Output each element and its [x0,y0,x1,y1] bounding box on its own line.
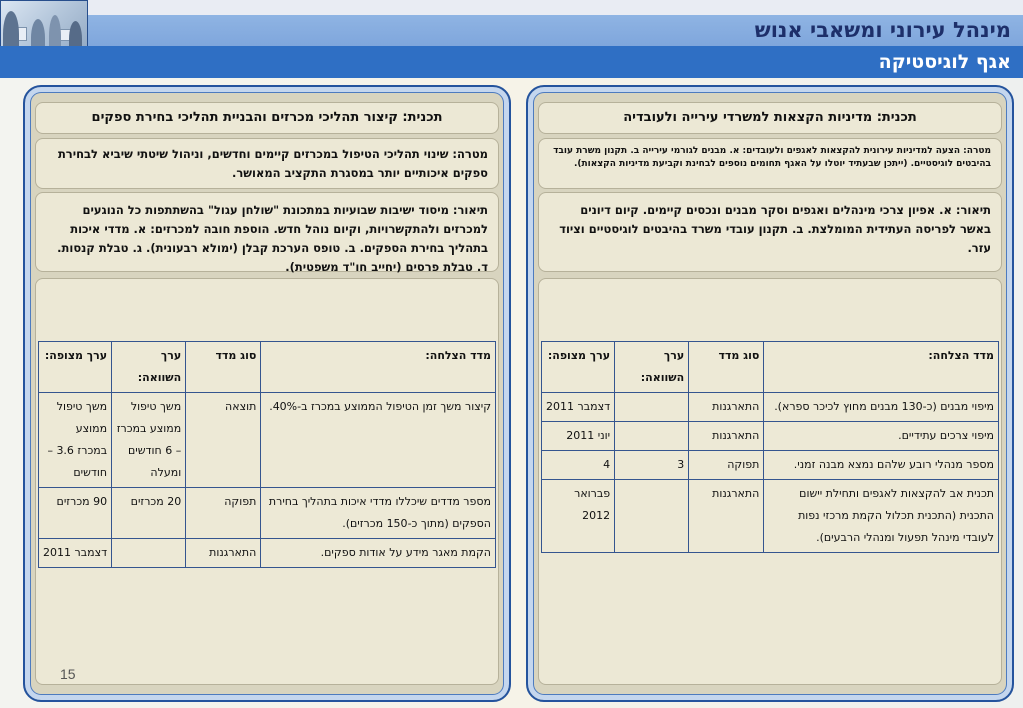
left-program-title: תכנית: קיצור תהליכי מכרזים והבניית תהליכי בחירת ספקים [35,102,499,134]
cell-type: התארגנות [689,393,764,422]
cell-compare [615,393,689,422]
cell-indicator: מספר מדדים שיכללו מדדי איכות בתהליך בחירת הספקים (מתוך כ-150 מכרזים). [261,488,496,539]
cell-expected: יוני 2011 [542,422,615,451]
cell-expected: פברואר 2012 [542,480,615,553]
cell-expected: דצמבר 2011 [39,539,112,568]
table-row [542,422,999,451]
header-band-bottom [0,46,1023,78]
header-type: סוג מדד [186,342,261,393]
left-program-description: תיאור: מיסוד ישיבות שבועיות במתכונת "שולחן עגול" בהשתתפות כל הנוגעים למכרזים ולהתקשרויות, וקיום נוהל חדש. הוספת חובה למכרזים: א. מדדי איכות בתהליך בחירת הספקים. ב. טופס הערכת קבלן (ימולא רבעונית). ג. טבלת קנסות. ד. טבלת פרסים (יחייב חו"ד משפטית). [35,192,499,272]
table-row [542,393,999,422]
cell-indicator: מיפוי צרכים עתידיים. [764,422,999,451]
header-expected: ערך מצופה: [542,342,615,393]
cell-indicator: הקמת מאגר מידע על אודות ספקים. [261,539,496,568]
table-row [39,539,496,568]
right-program-goal: מטרה: הצעה למדיניות עירונית להקצאות לאגפים ולעובדים: א. מבנים לגורמי עירייה ב. תקנון משרת עובד בהיבטים לוגיסטיים. (ייתכן שבעתיד יוטלו על האגף תחומים נוספים לבחינת וקביעת מדיניות הקצאות). [538,138,1002,189]
cell-type: התארגנות [689,422,764,451]
table-row [39,488,496,539]
cell-compare: משך טיפול ממוצע במכרז – 6 חודשים ומעלה [112,393,186,488]
table-header-row [39,342,496,393]
header-indicator: מדד הצלחה: [261,342,496,393]
header-type: סוג מדד [689,342,764,393]
left-program-panel [23,85,511,702]
cell-indicator: מספר מנהלי רובע שלהם נמצא מבנה זמני. [764,451,999,480]
page-number: 15 [60,666,76,682]
cell-expected: משך טיפול ממוצע במכרז 3.6 – חודשים [39,393,112,488]
header-indicator: מדד הצלחה: [764,342,999,393]
cell-type: התארגנות [186,539,261,568]
header-compare: ערך השוואה: [112,342,186,393]
table-row [542,480,999,553]
cell-expected: 4 [542,451,615,480]
cell-compare [615,422,689,451]
page-title: מינהל עירוני ומשאבי אנוש [754,18,1011,42]
header-expected: ערך מצופה: [39,342,112,393]
left-metrics-table [38,341,496,568]
cell-compare [112,539,186,568]
table-row [542,451,999,480]
cell-expected: 90 מכרזים [39,488,112,539]
header-compare: ערך השוואה: [615,342,689,393]
cell-compare [615,480,689,553]
page-subtitle: אגף לוגיסטיקה [878,51,1011,73]
cell-compare: 3 [615,451,689,480]
table-header-row [542,342,999,393]
right-metrics-table [541,341,999,553]
cell-type: תפוקה [689,451,764,480]
left-program-goal: מטרה: שינוי תהליכי הטיפול במכרזים קיימים וחדשים, וניהול שיטתי שיביא לבחירת ספקים איכותיים יותר במסגרת התקציב המאושר. [35,138,499,189]
cell-type: התארגנות [689,480,764,553]
cell-indicator: קיצור משך זמן הטיפול הממוצע במכרז ב-40%. [261,393,496,488]
cell-expected: דצמבר 2011 [542,393,615,422]
table-row [39,393,496,488]
right-program-title: תכנית: מדיניות הקצאות למשרדי עירייה ולעובדיה [538,102,1002,134]
right-program-panel [526,85,1014,702]
cell-indicator: תכנית אב להקצאות לאגפים ותחילת יישום התכנית (התכנית תכלול הקמת מרכזי נפות לעובדי מינהל תפעול ומנהלי הרבעים). [764,480,999,553]
right-program-description: תיאור: א. אפיון צרכי מינהלים ואגפים וסקר מבנים ונכסים קיימים. קיום דיונים באשר לפריסה העתידית המומלצת. ב. תקנון עובדי משרד בהיבטים לוגיסטיים וציוד עזר. [538,192,1002,272]
cell-type: תוצאה [186,393,261,488]
cell-type: תפוקה [186,488,261,539]
cell-compare: 20 מכרזים [112,488,186,539]
cell-indicator: מיפוי מבנים (כ-130 מבנים מחוץ לכיכר ספרא). [764,393,999,422]
